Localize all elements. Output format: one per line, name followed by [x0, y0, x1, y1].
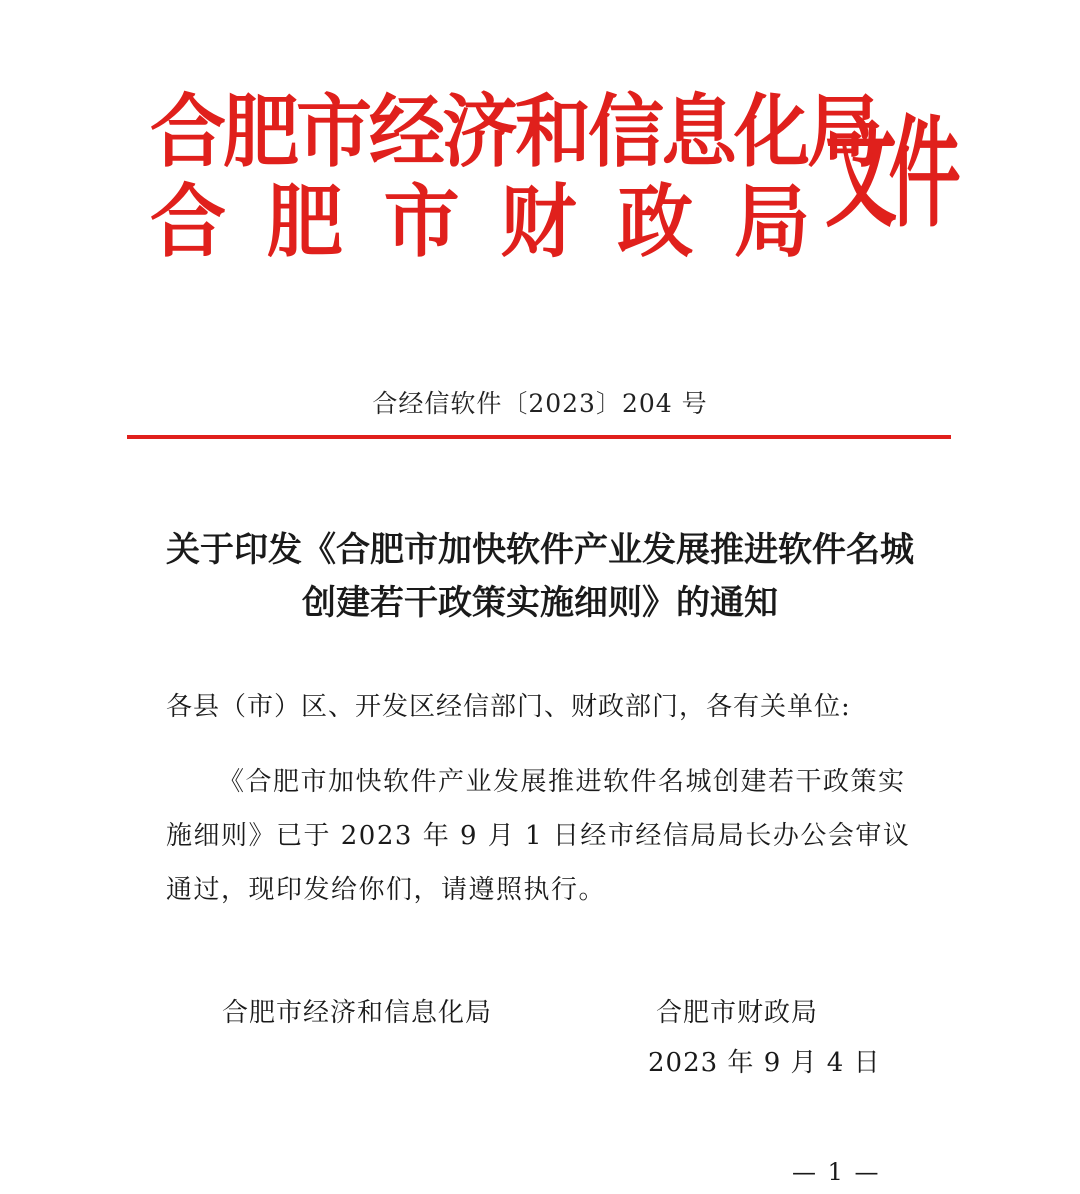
- letterhead-org-2-char: 局: [733, 175, 810, 268]
- letterhead-org-1: 合肥市经济和信息化局: [150, 85, 880, 178]
- salutation: 各县（市）区、开发区经信部门、财政部门，各有关单位:: [166, 692, 851, 722]
- signature-right: 合肥市财政局: [656, 998, 819, 1028]
- letterhead-org-2-char: 合: [150, 175, 226, 268]
- red-letterhead: [150, 80, 953, 280]
- body-paragraph: 《合肥市加快软件产业发展推进软件名城创建若干政策实施细则》已于 2023 年 9 月 1 日经市经信局局长办公会审议通过，现印发给你们，请遵照执行。: [166, 767, 911, 905]
- signature-left: 合肥市经济和信息化局: [222, 998, 493, 1028]
- letterhead-org-2-char: 市: [383, 175, 460, 268]
- letterhead-org-2: [150, 170, 810, 274]
- document-number: 合经信软件〔2023〕204 号: [372, 389, 708, 418]
- letterhead-org-2-char: 肥: [266, 175, 343, 268]
- letterhead-org-2-char: 财: [500, 175, 577, 268]
- letterhead-doc-suffix: 文件: [825, 105, 953, 244]
- letterhead-org-2-char: 政: [617, 175, 694, 268]
- signature-date: 2023 年 9 月 4 日: [648, 1048, 881, 1078]
- red-divider: [127, 435, 951, 439]
- document-title: 关于印发《合肥市加快软件产业发展推进软件名城创建若干政策实施细则》的通知: [166, 530, 914, 623]
- page-number: — 1 —: [792, 1158, 881, 1186]
